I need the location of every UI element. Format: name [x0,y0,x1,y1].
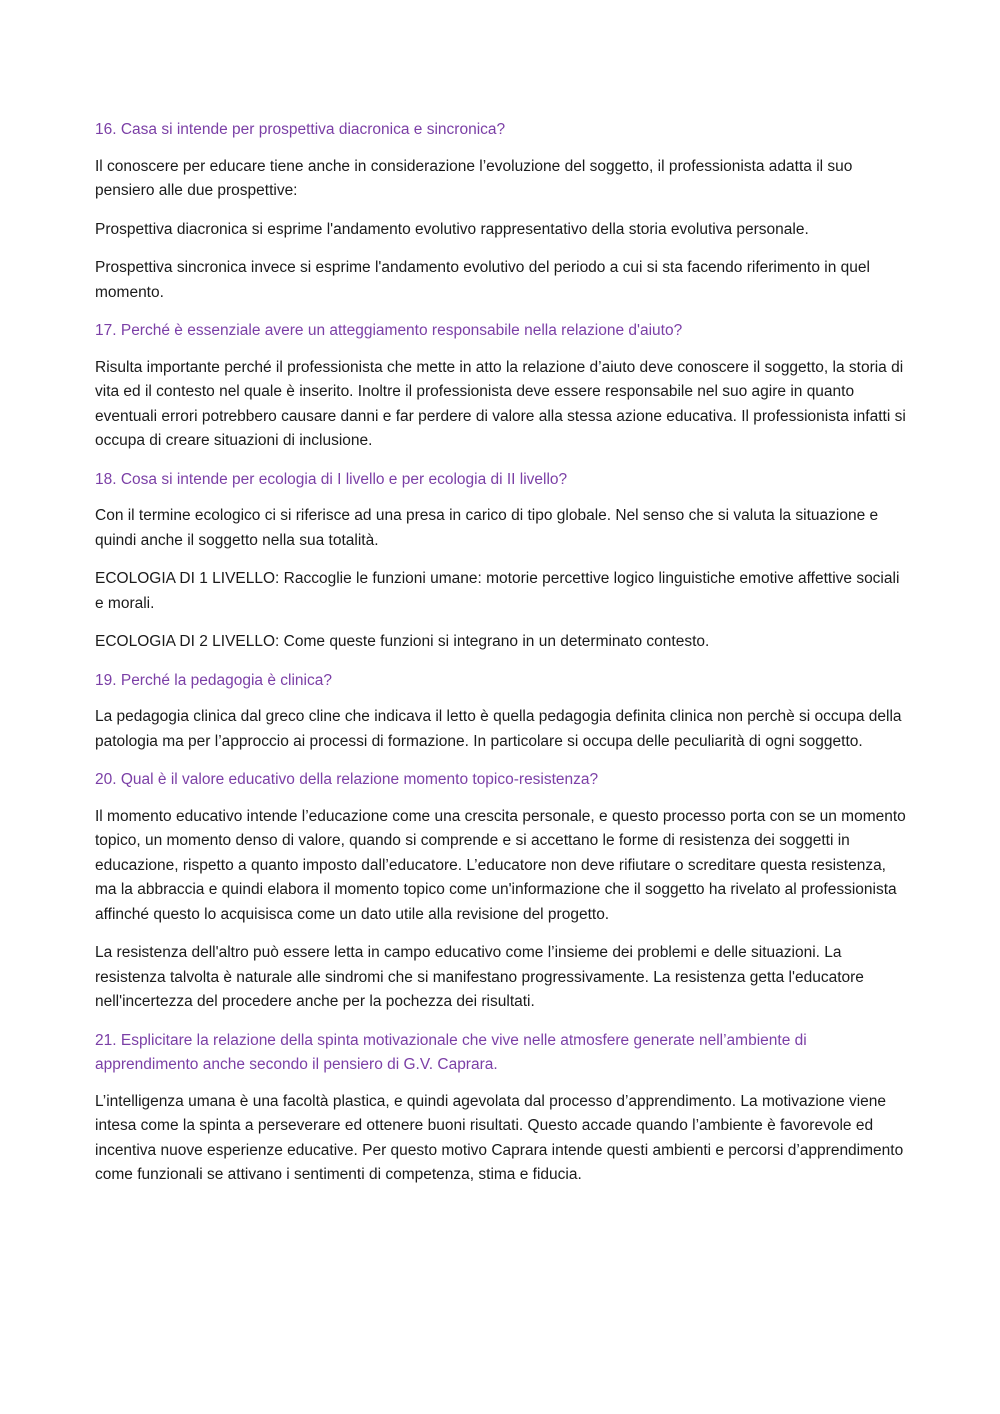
question-19: 19. Perché la pedagogia è clinica? [95,671,332,689]
paragraph: Il conoscere per educare tiene anche in considerazione l’evoluzione del soggetto, il professionista adatta il suo pensiero alle due prospettive: [95,157,853,199]
paragraph: Prospettiva diacronica si esprime l'andamento evolutivo rappresentativo della storia evolutiva personale. [95,220,809,238]
question-17: 17. Perché è essenziale avere un atteggiamento responsabile nella relazione d'aiuto? [95,322,683,339]
paragraph: La resistenza dell'altro può essere letta in campo educativo come l’insieme dei problemi e delle situazioni. La resistenza talvolta è naturale alle sindromi che si manifestano progressivamente. La resistenza getta l'educatore nell'incertezza del procedere anche per la pochezza dei risultati. [95,944,864,1010]
question-20: 20. Qual è il valore educativo della relazione momento topico-resistenza? [95,771,599,788]
document-page [95,118,907,1202]
paragraph: Il momento educativo intende l’educazione come una crescita personale, e questo processo porta con se un momento topico, un momento denso di valore, quando si comprende e si accettano le forme di resistenza dei soggetti in educazione, rispetto a quanto imposto dall’educatore. L’educatore non deve rifiutare o screditare questa resistenza, ma la abbraccia e quindi elabora il momento topico come un'informazione che il soggetto ha rivelato al professionista affinché questo lo acquisisca come un dato utile alla revisione del progetto. [95,807,906,923]
paragraph: ECOLOGIA DI 1 LIVELLO: Raccoglie le funzioni umane: motorie percettive logico linguistiche emotive affettive sociali e morali. [95,570,900,612]
paragraph: Prospettiva sincronica invece si esprime l'andamento evolutivo del periodo a cui si sta facendo riferimento in quel momento. [95,259,870,301]
question-16: 16. Casa si intende per prospettiva diacronica e sincronica? [95,121,506,138]
paragraph: ECOLOGIA DI 2 LIVELLO: Come queste funzioni si integrano in un determinato contesto. [95,633,710,650]
paragraph: Risulta importante perché il professionista che mette in atto la relazione d’aiuto deve conoscere il soggetto, la storia di vita ed il contesto nel quale è inserito. Inoltre il professionista deve essere responsabile nel suo agire in quanto eventuali errori potrebbero causare danni e far perdere di valore alla stessa azione educativa. Il professionista infatti si occupa di creare situazioni di inclusione. [95,358,906,449]
paragraph: L’intelligenza umana è una facoltà plastica, e quindi agevolata dal processo d’apprendimento. La motivazione viene intesa come la spinta a perseverare ed ottenere buoni risultati. Questo accade quando l’ambiente è favorevole ed incentiva nuove esperienze educative. Per questo motivo Caprara intende questi ambienti e percorsi d’apprendimento come funzionali se attivano i sentimenti di competenza, stima e fiducia. [95,1092,904,1183]
question-21: 21. Esplicitare la relazione della spinta motivazionale che vive nelle atmosfere generate nell’ambiente di apprendimento anche secondo il pensiero di G.V. Caprara. [95,1031,807,1073]
paragraph: Con il termine ecologico ci si riferisce ad una presa in carico di tipo globale. Nel senso che si valuta la situazione e quindi anche il soggetto nella sua totalità. [95,507,879,549]
paragraph: La pedagogia clinica dal greco cline che indicava il letto è quella pedagogia definita clinica non perchè si occupa della patologia ma per l’approccio ai processi di formazione. In particolare si occupa delle peculiarità di ogni soggetto. [95,708,902,750]
question-18: 18. Cosa si intende per ecologia di I livello e per ecologia di II livello? [95,470,568,488]
